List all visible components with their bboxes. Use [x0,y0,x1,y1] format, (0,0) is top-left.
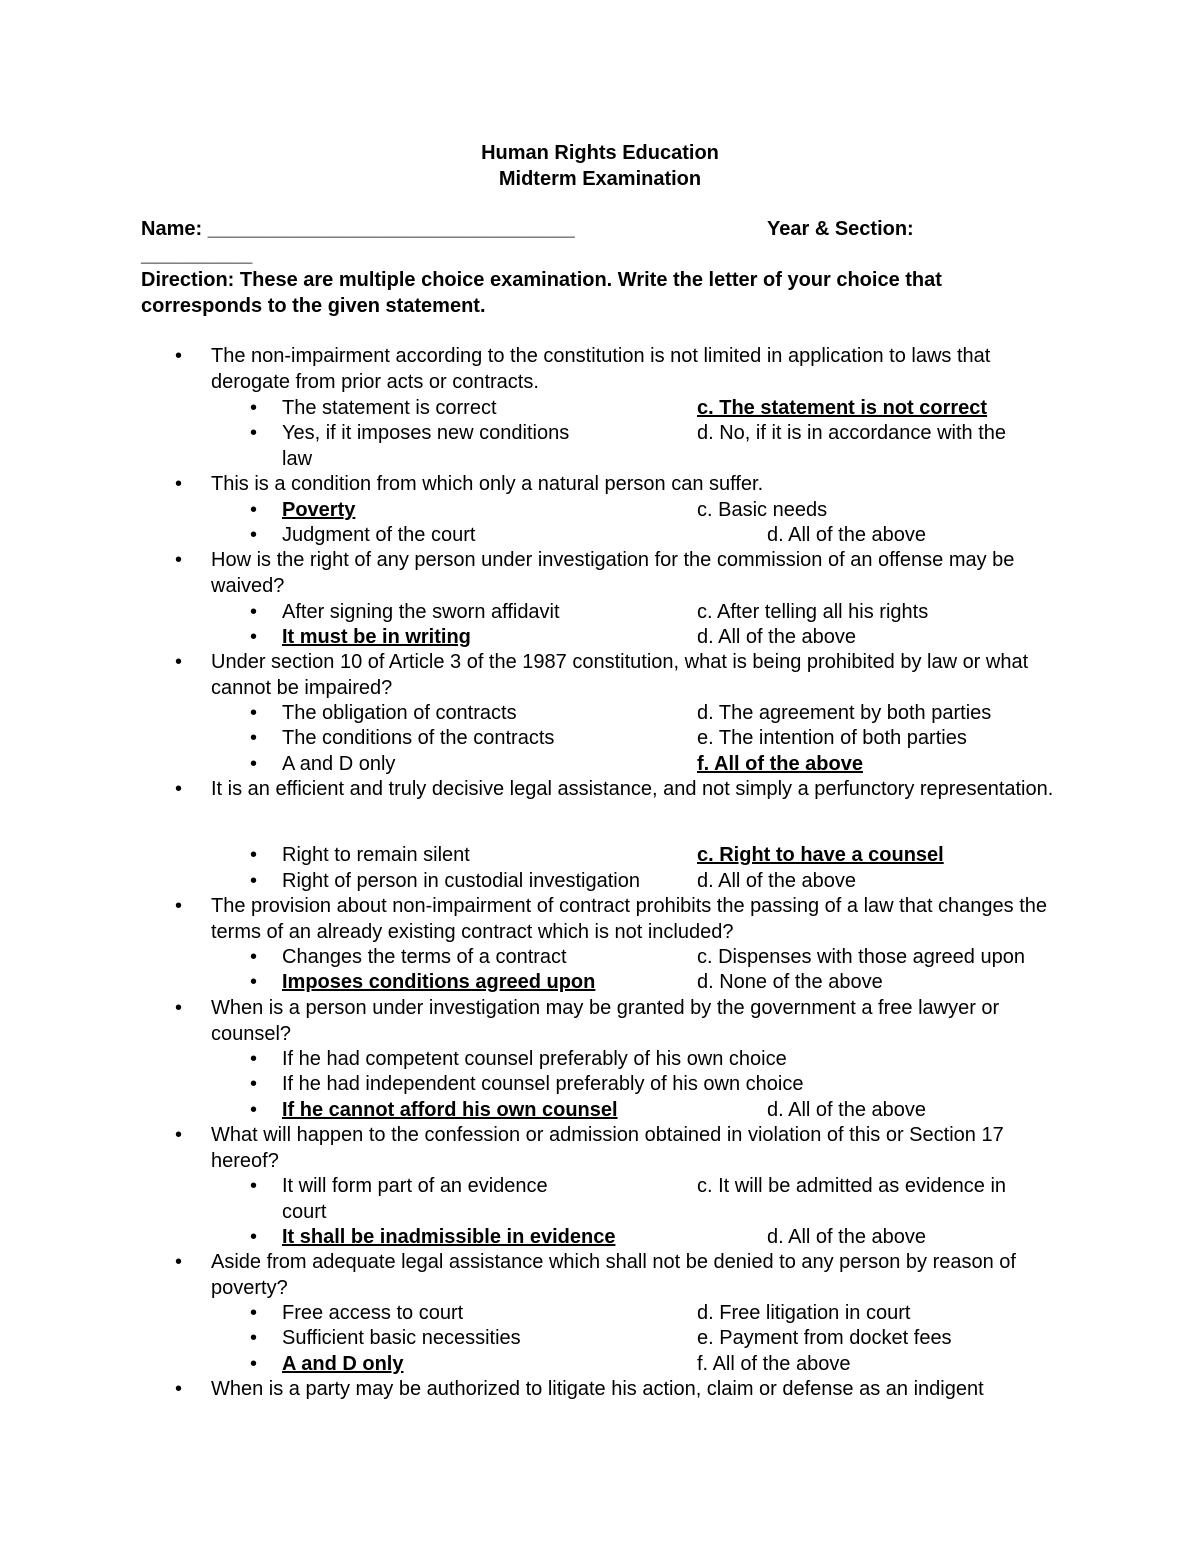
choice-bullet-icon: • [250,601,258,623]
question-text: How is the right of any person under investigation for the commission of an offense may be waived? [211,549,1015,597]
year-section-label: Year & Section: [767,218,914,240]
choice-option: Changes the terms of a contract [282,946,567,968]
choice-bullet-icon: • [250,1048,258,1070]
name-field-label: Name: _________________________________ [141,218,575,240]
choice-option: d. All of the above [767,524,927,546]
question-text: It is an efficient and truly decisive legal assistance, and not simply a perfunctory representation. [211,778,1054,800]
choice-option: e. Payment from docket fees [697,1327,952,1349]
choice-bullet-icon: • [250,422,258,444]
document-subtitle: Midterm Examination [498,167,702,190]
choice-option: The obligation of contracts [282,702,517,724]
choice-option: If he had independent counsel preferably of his own choice [282,1073,804,1095]
choice-option: It will form part of an evidence [282,1175,548,1197]
choice-bullet-icon: • [250,946,258,968]
choice-answer: It must be in writing [282,626,471,648]
choice-answer: A and D only [282,1353,404,1375]
choice-answer: Poverty [282,499,356,521]
choice-option: d. Free litigation in court [697,1302,911,1324]
choice-option: The statement is correct [282,397,497,419]
choice-option: d. No, if it is in accordance with the [697,422,1007,444]
choice-bullet-icon: • [250,397,258,419]
question-bullet-icon: • [175,997,183,1019]
document-title: Human Rights Education [481,142,719,164]
choice-continuation: court [282,1200,327,1223]
question-bullet-icon: • [175,895,183,917]
choice-option: d. All of the above [697,626,857,648]
question-text: The provision about non-impairment of contract prohibits the passing of a law that changes the terms of an already existing contract which is not included? [211,895,1048,943]
choice-option: d. The agreement by both parties [697,702,992,724]
choice-answer: It shall be inadmissible in evidence [282,1226,616,1248]
choice-option: c. Dispenses with those agreed upon [697,946,1025,968]
question-text: When is a person under investigation may be granted by the government a free lawyer or counsel? [211,997,1000,1045]
question-bullet-icon: • [175,473,183,495]
choice-option: d. None of the above [697,971,883,993]
question-text: Under section 10 of Article 3 of the 1987 constitution, what is being prohibited by law or what cannot be impaired? [211,651,1029,699]
choice-option: f. All of the above [697,1353,851,1375]
choice-bullet-icon: • [250,1302,258,1324]
exam-header [0,141,1200,192]
choice-bullet-icon: • [250,702,258,724]
choice-bullet-icon: • [250,870,258,892]
question-bullet-icon: • [175,1124,183,1146]
choice-bullet-icon: • [250,499,258,521]
choice-bullet-icon: • [250,844,258,866]
choice-option: Free access to court [282,1302,464,1324]
choice-option: Sufficient basic necessities [282,1327,521,1349]
choice-option: c. It will be admitted as evidence in [697,1175,1007,1197]
question-bullet-icon: • [175,778,183,800]
choice-option: e. The intention of both parties [697,727,967,749]
question-bullet-icon: • [175,345,183,367]
question-bullet-icon: • [175,549,183,571]
choice-bullet-icon: • [250,626,258,648]
choice-bullet-icon: • [250,1226,258,1248]
choice-option: Right to remain silent [282,844,470,866]
choice-bullet-icon: • [250,1073,258,1095]
question-bullet-icon: • [175,1251,183,1273]
choice-option: The conditions of the contracts [282,727,555,749]
choice-option: Right of person in custodial investigation [282,870,640,892]
choice-bullet-icon: • [250,727,258,749]
choice-bullet-icon: • [250,1175,258,1197]
directions-text: Direction: These are multiple choice examination. Write the letter of your choice that corresponds to the given statement. [141,269,942,317]
choice-bullet-icon: • [250,1327,258,1349]
choice-answer: Imposes conditions agreed upon [282,971,596,993]
choice-bullet-icon: • [250,753,258,775]
choice-continuation: law [282,447,313,470]
choice-answer: c. Right to have a counsel [697,844,944,866]
choice-bullet-icon: • [250,1353,258,1375]
choice-bullet-icon: • [250,971,258,993]
choice-option: After signing the sworn affidavit [282,601,560,623]
question-bullet-icon: • [175,1378,183,1400]
choice-option: Judgment of the court [282,524,476,546]
question-text: The non-impairment according to the constitution is not limited in application to laws that derogate from prior acts or contracts. [211,345,991,393]
choice-bullet-icon: • [250,524,258,546]
choice-option: Yes, if it imposes new conditions [282,422,570,444]
question-text: Aside from adequate legal assistance which shall not be denied to any person by reason of poverty? [211,1251,1016,1299]
choice-option: d. All of the above [767,1099,927,1121]
choice-bullet-icon: • [250,1099,258,1121]
choice-answer: If he cannot afford his own counsel [282,1099,618,1121]
question-text: This is a condition from which only a natural person can suffer. [211,473,764,495]
choice-option: d. All of the above [697,870,857,892]
choice-option: d. All of the above [767,1226,927,1248]
question-text: What will happen to the confession or admission obtained in violation of this or Section 17 hereof? [211,1124,1004,1172]
question-text: When is a party may be authorized to litigate his action, claim or defense as an indigent [211,1378,984,1400]
question-bullet-icon: • [175,651,183,673]
year-section-blank: __________ [141,244,253,266]
choice-option: If he had competent counsel preferably of his own choice [282,1048,787,1070]
choice-option: c. Basic needs [697,499,828,521]
choice-option: c. After telling all his rights [697,601,929,623]
choice-option: A and D only [282,753,396,775]
choice-answer: f. All of the above [697,753,863,775]
choice-answer: c. The statement is not correct [697,397,988,419]
